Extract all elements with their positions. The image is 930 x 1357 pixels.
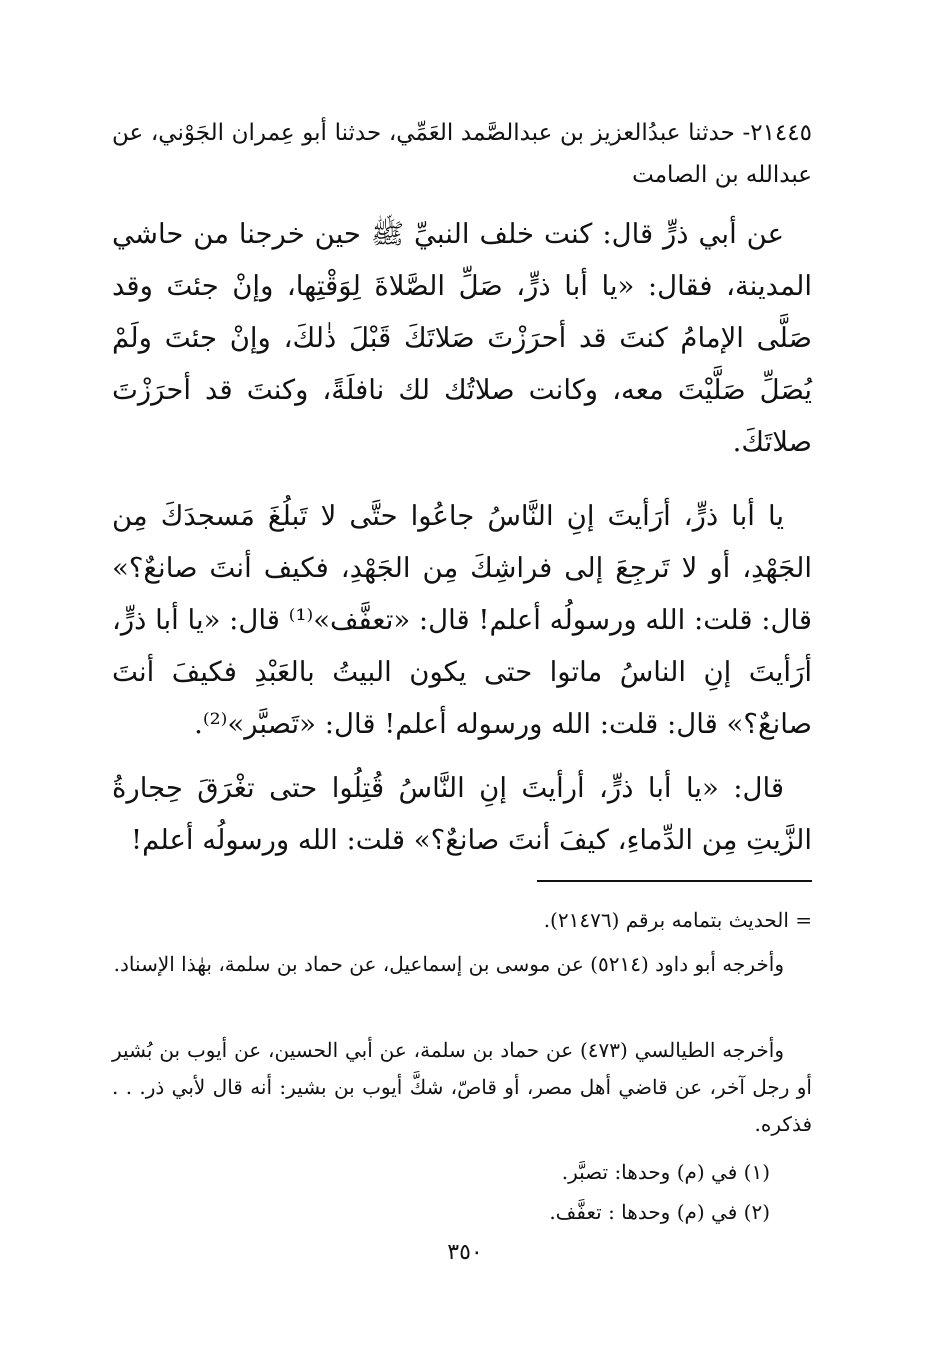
footnote-separator [537,880,812,882]
hadith-isnad: ٢١٤٤٥- حدثنا عبدُالعزيز بن عبدالصَّمد العَمِّي، حدثنا أبو عِمران الجَوْني، عن عبدالله بن الصامت [112,120,812,188]
hadith-paragraph-2: يا أبا ذرٍّ، أرَأيتَ إنِ النَّاسُ جاعُوا حتَّى لا تَبلُغَ مَسجدَكَ مِن الجَهْدِ، أو لا تَرجِعَ إلى فراشِكَ مِن الجَهْدِ، فكيف أنتَ صانعٌ؟» قال: قلت: الله ورسولُه أعلم! قال: «تعفَّف»⁽¹⁾ قال: «يا أبا ذرٍّ، أرَأيتَ إنِ الناسُ ماتوا حتى يكون البيتُ بالعَبْدِ فكيفَ أنتَ صانعٌ؟» قال: قلت: الله ورسوله أعلم! قال: «تَصبَّر»⁽²⁾. [112,500,812,740]
footnote-abu-dawud: وأخرجه أبو داود (٥٢١٤) عن موسى بن إسماعيل، عن حماد بن سلمة، بهٰذا الإسناد. [113,952,784,976]
footnote-tayalisi: وأخرجه الطيالسي (٤٧٣) عن حماد بن سلمة، عن أبي الحسين، عن أيوب بن بُشير أو رجل آخر، عن قاضي أهل مصر، أو قاصّ، شكَّ أيوب بن بشير: أنه قال لأبي ذر. . . فذكره. [112,1038,812,1136]
footnote-continuation: = الحديث بتمامه برقم (٢١٤٧٦). [543,908,812,932]
page-number: ٣٥٠ [447,1240,483,1265]
hadith-paragraph-1: عن أبي ذرٍّ قال: كنت خلف النبيِّ ﷺ حين خرجنا من حاشي المدينة، فقال: «يا أبا ذرٍّ، صَلِّ الصَّلاةَ لِوَقْتِها، وإنْ جئتَ وقد صَلَّى الإمامُ كنتَ قد أحرَزْتَ صَلاتَكَ قَبْلَ ذٰلكَ، وإنْ جئتَ ولَمْ يُصَلِّ صَلَّيْتَ معه، وكانت صلاتُك لك نافلَةً، وكنتَ قد أحرَزْتَ صلاتَكَ. [112,218,812,458]
footnote-2: (٢) في (م) وحدها : تعفَّف. [549,1200,770,1224]
hadith-paragraph-3: قال: «يا أبا ذرٍّ، أرأيتَ إنِ النَّاسُ قُتِلُوا حتى تغْرَقَ حِجارةُ الزَّيتِ مِن الدِّماءِ، كيفَ أنتَ صانعٌ؟» قلت: الله ورسولُه أعلم! [112,772,812,856]
footnote-1: (١) في (م) وحدها: تصبَّر. [561,1160,770,1184]
